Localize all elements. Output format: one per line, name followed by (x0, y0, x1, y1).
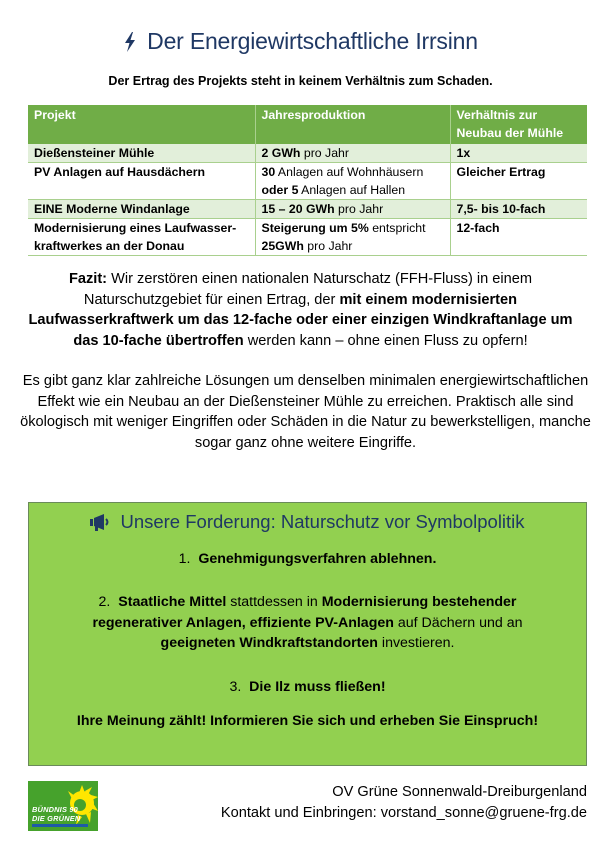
megaphone-icon (90, 513, 112, 531)
cell-ratio (450, 219, 587, 256)
production-segment: oder 5 (261, 183, 299, 197)
logo-line-2: DIE GRÜNEN (32, 814, 81, 823)
table-row (28, 200, 587, 219)
cell-project (28, 200, 255, 219)
solutions-paragraph: Es gibt ganz klar zahlreiche Lösungen um denselben minimalen energiewirtschaftlichen Effekt wie ein Neubau an der Dießensteiner Mühle zu erreichen. Praktisch alle sind ökologisch mit weniger Eingriffen oder Schäden in die Natur zu bewerkstelligen, manche sogar ganz ohne weitere Eingriffe. (20, 373, 591, 451)
demand-1 (29, 549, 586, 570)
production-segment: Steigerung um 5% (261, 221, 369, 235)
demand-text: investieren. (377, 635, 455, 651)
production-segment: 15 – 20 GWh (261, 202, 335, 216)
ratio-value: Gleicher Ertrag (456, 165, 546, 179)
fazit-label: Fazit: (68, 271, 108, 287)
column-header-production: Jahresproduktion (255, 105, 450, 144)
demand-number: 2. (98, 594, 111, 610)
demand-3 (29, 677, 586, 698)
demand-text: Genehmigungsverfahren ablehnen. (198, 551, 437, 567)
ratio-value: 7,5- bis 10-fach (456, 202, 546, 216)
cell-ratio (450, 144, 587, 163)
demands-title-text: Unsere Forderung: Naturschutz vor Symbolpolitik (120, 511, 525, 532)
production-segment: pro Jahr (303, 239, 353, 253)
fazit-emphasis: mit einem modernisierten Laufwasserkraftwerk um das 12-fache oder einer einzigen Windkraftanlage um das 10-fache übertroffen (28, 291, 573, 349)
lightning-bolt-icon (123, 32, 137, 52)
demands-title (29, 511, 586, 533)
ratio-value: 1x (456, 146, 471, 160)
cell-production (255, 200, 450, 219)
call-to-action: Ihre Meinung zählt! Informieren Sie sich und erheben Sie Einspruch! (76, 713, 539, 729)
demand-emphasis: geeigneten Windkraftstandorten (160, 635, 378, 651)
project-name: PV Anlagen auf Hausdächern (34, 165, 206, 179)
contact-label: Kontakt und Einbringen: (220, 805, 381, 821)
contact-email[interactable]: vorstand_sonne@gruene-frg.de (380, 805, 587, 821)
demand-text: auf Dächern und an (393, 614, 523, 631)
contact-line (221, 803, 587, 824)
ratio-value: 12-fach (456, 221, 500, 235)
production-segment: pro Jahr (334, 202, 384, 216)
demand-text: stattdessen in (226, 594, 322, 610)
table-row (28, 144, 587, 163)
production-segment: Anlagen auf Hallen (298, 183, 406, 197)
project-name: EINE Moderne Windanlage (34, 202, 190, 216)
demand-text: Die Ilz muss fließen! (249, 679, 386, 695)
cell-production (255, 219, 450, 256)
production-segment: Anlagen auf Wohnhäusern (275, 165, 424, 179)
fazit-paragraph (20, 269, 581, 351)
logo-bar (32, 824, 88, 827)
title-text: Der Energiewirtschaftliche Irrsinn (147, 28, 478, 54)
cell-ratio (450, 200, 587, 219)
demand-emphasis: Modernisierung bestehender regenerativer Anlagen, effiziente PV-Anlagen (92, 594, 517, 631)
fazit-text: Wir zerstören einen nationalen Naturschatz (FFH-Fluss) in einem Naturschutzgebiet für einen Ertrag, der (83, 271, 533, 308)
table-header-row (28, 105, 587, 144)
production-segment: pro Jahr (300, 146, 349, 160)
table-row (28, 219, 587, 256)
cell-production (255, 163, 450, 200)
footer-contact (221, 782, 587, 824)
demand-emphasis: Staatliche Mittel (118, 594, 227, 610)
party-logo (28, 781, 98, 831)
column-header-ratio: Verhältnis zur Neubau der Mühle (450, 105, 587, 144)
production-segment: 30 (261, 165, 276, 179)
subtitle: Der Ertrag des Projekts steht in keinem Verhältnis zum Schaden. (108, 74, 493, 88)
project-name: Dießensteiner Mühle (34, 146, 155, 160)
table-row (28, 163, 587, 200)
demand-2 (29, 592, 586, 654)
production-segment: entspricht (368, 221, 426, 235)
production-segment: 2 GWh (261, 146, 301, 160)
demands-box (28, 502, 587, 766)
cell-project (28, 144, 255, 163)
cell-project (28, 163, 255, 200)
comparison-table (28, 105, 587, 256)
production-segment: 25GWh (261, 239, 304, 253)
cell-production (255, 144, 450, 163)
demand-number: 1. (178, 551, 191, 567)
organization-name: OV Grüne Sonnenwald-Dreiburgenland (332, 784, 587, 800)
fazit-text-end: werden kann – ohne einen Fluss zu opfern! (243, 332, 528, 349)
logo-line-1: BÜNDNIS 90 (32, 805, 78, 814)
cell-project (28, 219, 255, 256)
page-title (0, 28, 601, 55)
column-header-project: Projekt (28, 105, 255, 144)
project-name: Modernisierung eines Laufwasser-kraftwerkes an der Donau (34, 221, 237, 253)
demand-number: 3. (229, 679, 242, 695)
cell-ratio (450, 163, 587, 200)
